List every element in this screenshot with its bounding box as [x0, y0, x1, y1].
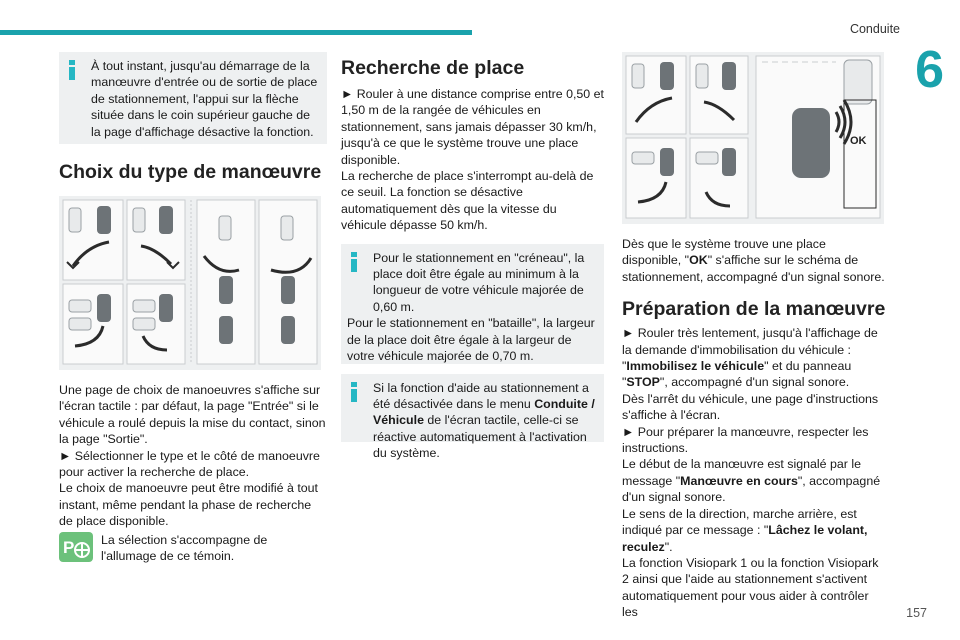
- info-icon: [347, 252, 361, 272]
- chapter-number: 6: [915, 41, 944, 99]
- column-3: [622, 52, 886, 621]
- col3-para1: Dès que le système trouve une place disponible, "OK" s'affiche sur le schéma de stationnement, accompagné d'un signal sonore.: [622, 237, 885, 284]
- info-icon: [65, 60, 79, 80]
- col3-p3: ► Pour préparer la manœuvre, respecter les instructions.: [622, 424, 869, 456]
- parking-assist-indicator-icon: [59, 532, 93, 562]
- col1-para2: ► Sélectionner le type et le côté de manoeuvre pour activer la recherche de place.: [59, 448, 320, 480]
- maneuver-choice-figure: [59, 196, 321, 370]
- note-creneau: Pour le stationnement en "créneau", la place doit être égale au minimum à la longueur de votre véhicule majorée de 0,60 m.: [373, 250, 585, 314]
- note-reactivation: Si la fonction d'aide au stationnement a été désactivée dans le menu Conduite / Véhicule de l'écran tactile, celle-ci se réactive automatiquement à l'activation du système.: [373, 380, 595, 461]
- col1-para3: Le choix de manoeuvre peut être modifié à tout instant, même pendant la phase de recherche de place disponible.: [59, 481, 318, 529]
- column-2: [341, 52, 604, 461]
- section-heading-preparation: Préparation de la manœuvre: [622, 298, 886, 321]
- info-icon: [347, 382, 361, 402]
- place-found-diagram: [622, 52, 884, 224]
- col3-p5: Le sens de la direction, marche arrière, est indiqué par ce message : "Lâchez le volant, reculez".: [622, 506, 868, 554]
- section-heading-recherche: Recherche de place: [341, 57, 525, 79]
- page-number: 157: [906, 606, 927, 620]
- col3-p2: Dès l'arrêt du véhicule, une page d'instructions s'affiche à l'écran.: [622, 391, 879, 423]
- place-found-figure: [622, 52, 884, 224]
- section-heading-choix: Choix du type de manœuvre: [59, 161, 322, 183]
- info-note-reactivation: [341, 374, 604, 461]
- info-note-dimensions: [341, 244, 604, 364]
- info-note: [59, 52, 327, 144]
- col1-para1: Une page de choix de manoeuvres s'affiche sur l'écran tactile : par défaut, la page "Entrée" si le véhicule a roulé depuis la mise du contact, sinon la page "Sortie".: [59, 383, 326, 447]
- col3-p1: ► Rouler très lentement, jusqu'à l'affichage de la demande d'immobilisation du véhicule : "Immobilisez le véhicule" et du panneau "STOP", accompagné d'un signal sonore.: [622, 326, 878, 390]
- maneuver-choice-diagram: [59, 196, 321, 370]
- col3-p6: La fonction Visiopark 1 ou la fonction Visiopark 2 ainsi que l'aide au stationnement s'activent automatiquement pour vous aider à contrôler les: [622, 555, 879, 620]
- svg-text:P: P: [63, 537, 75, 557]
- ok-label: OK: [850, 135, 867, 147]
- indicator-row: [59, 532, 327, 565]
- col2-para2: La recherche de place s'interrompt au-delà de ce seuil. La fonction se désactive automatiquement dès que la vitesse du véhicule dépasse 50 km/h.: [341, 169, 594, 233]
- indicator-text: La sélection s'accompagne de l'allumage de ce témoin.: [101, 532, 268, 564]
- column-1: [59, 52, 327, 564]
- note-bataille: Pour le stationnement en "bataille", la largeur de la place doit être égale à la largeur de votre véhicule majorée de 0,70 m.: [347, 316, 595, 364]
- col3-p4: Le début de la manœuvre est signalé par le message "Manœuvre en cours", accompagné d'un signal sonore.: [622, 457, 881, 505]
- col2-para1: ► Rouler à une distance comprise entre 0,50 et 1,50 m de la rangée de véhicules en stationnement, sans jamais dépasser 30 km/h, jusqu'à ce que le système trouve une place disponible.: [341, 87, 604, 167]
- note-text: À tout instant, jusqu'au démarrage de la manœuvre d'entrée ou de sortie de place de stationnement, l'appui sur la flèche située dans le coin supérieur gauche de la page d'affichage désactive la fonction.: [91, 59, 318, 139]
- top-accent-bar: [0, 30, 472, 35]
- running-head: Conduite: [849, 22, 900, 36]
